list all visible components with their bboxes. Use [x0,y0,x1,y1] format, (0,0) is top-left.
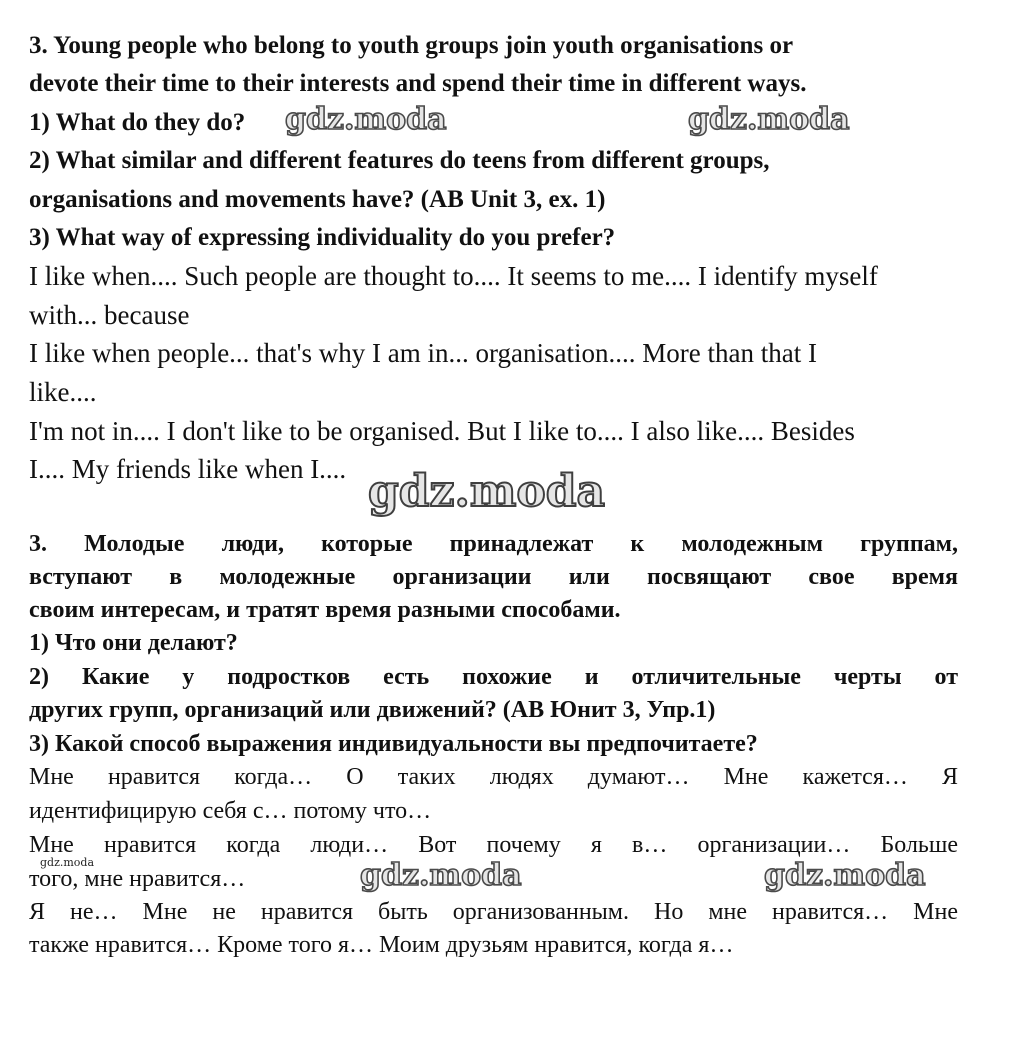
russian-answer-line-5: Я не… Мне не нравится быть организованным. Но мне нравится… Мне [29,899,958,925]
russian-task-line-2: вступают в молодежные организации или посвящают свое время [29,564,958,590]
watermark-small: gdz.moda [40,856,95,869]
russian-task-line-1: 3. Молодые люди, которые принадлежат к молодежным группам, [29,531,958,557]
russian-answer-line-6: также нравится… Кроме того я… Моим друзьям нравится, когда я… [29,932,734,958]
english-answer-line-3: I like when people... that's why I am in... organisation.... More than that I [29,338,817,368]
english-answer-line-4: like.... [29,377,97,407]
english-question-3: 3) What way of expressing individuality do you prefer? [29,224,616,251]
english-question-1: 1) What do they do? [29,109,246,136]
russian-question-2-line-1: 2) Какие у подростков есть похожие и отличительные черты от [29,664,958,690]
english-question-2-line-2: organisations and movements have? (AB Unit 3, ex. 1) [29,186,606,213]
russian-question-1: 1) Что они делают? [29,630,238,656]
english-answer-line-1: I like when.... Such people are thought to.... It seems to me.... I identify myself [29,261,878,291]
english-question-2-line-1: 2) What similar and different features do teens from different groups, [29,147,770,174]
watermark-logo: gdz.moda [285,102,447,137]
watermark-logo: gdz.moda [368,466,606,517]
watermark-logo: gdz.moda [360,858,522,893]
watermark-logo: gdz.moda [688,102,850,137]
english-answer-line-2: with... because [29,300,190,330]
russian-answer-line-3: Мне нравится когда люди… Вот почему я в… организации… Больше [29,832,958,858]
russian-question-3: 3) Какой способ выражения индивидуальности вы предпочитаете? [29,731,758,757]
russian-question-2-line-2: других групп, организаций или движений? (АВ Юнит 3, Упр.1) [29,697,716,723]
english-answer-line-5: I'm not in.... I don't like to be organised. But I like to.... I also like.... Besides [29,416,855,446]
russian-answer-line-4: того, мне нравится… [29,866,246,892]
english-task-line-2: devote their time to their interests and spend their time in different ways. [29,70,807,97]
english-answer-line-6: I.... My friends like when I.... [29,454,347,484]
russian-task-line-3: своим интересам, и тратят время разными способами. [29,597,621,623]
watermark-logo: gdz.moda [764,858,926,893]
russian-answer-line-1: Мне нравится когда… О таких людях думают… Мне кажется… Я [29,764,958,790]
english-task-line-1: 3. Young people who belong to youth groups join youth organisations or [29,32,794,59]
russian-answer-line-2: идентифицирую себя с… потому что… [29,798,432,824]
